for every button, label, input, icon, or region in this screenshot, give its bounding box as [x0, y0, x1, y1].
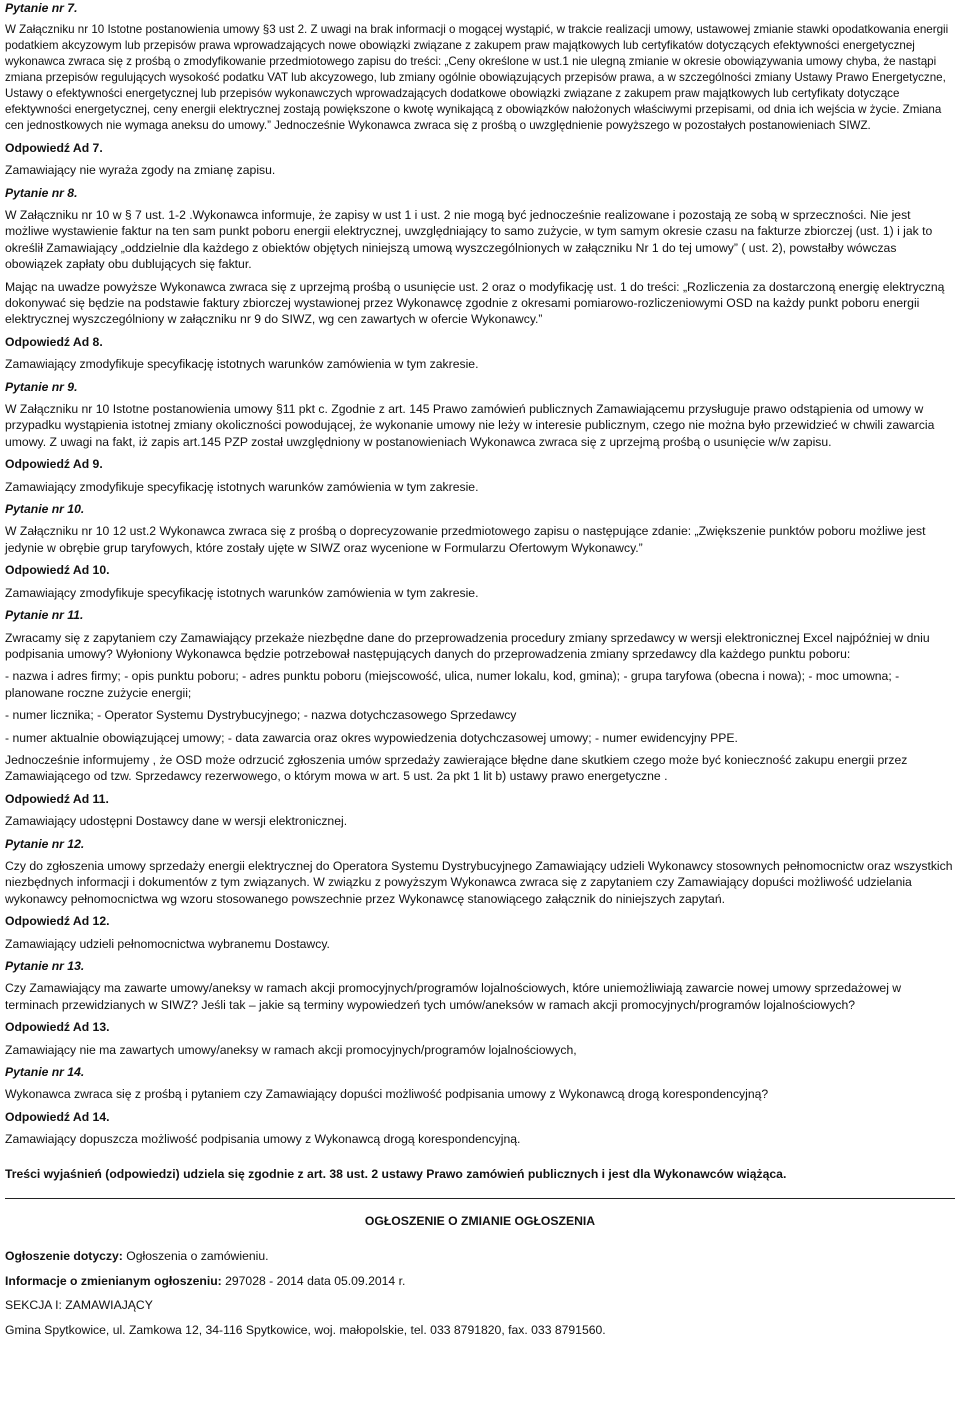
answer-9-text: Zamawiający zmodyfikuje specyfikację istotnych warunków zamówienia w tym zakresie.	[5, 479, 479, 494]
question-7-heading: Pytanie nr 7.	[5, 1, 78, 15]
closing-statement: Treści wyjaśnień (odpowiedzi) udziela się zgodnie z art. 38 ust. 2 ustawy Prawo zamówień publicznych i jest dla Wykonawców wiążąca.	[5, 1166, 787, 1181]
answer-9-heading: Odpowiedź Ad 9.	[5, 457, 103, 472]
question-9-heading: Pytanie nr 9.	[5, 379, 78, 394]
question-14-heading: Pytanie nr 14.	[5, 1065, 85, 1080]
answer-7-heading: Odpowiedź Ad 7.	[5, 140, 103, 155]
answer-12-text: Zamawiający udzieli pełnomocnictwa wybranemu Dostawcy.	[5, 936, 330, 951]
question-10-text: W Załączniku nr 10 12 ust.2 Wykonawca zwraca się z prośbą o doprecyzowanie przedmiotowego zapisu o następujące zdanie: „Zwiększenie punktów poboru możliwe jest jedynie w obrębie grup taryfowych, które zostały ujęte w SIWZ oraz wycenione w Formularzu Ofertowym Wykonawcy.”	[5, 524, 926, 555]
question-11-text-1: Zwracamy się z zapytaniem czy Zamawiający przekaże niezbędne dane do przeprowadzenia procedury zmiany sprzedawcy w wersji elektronicznej Excel najpóźniej w dniu podpisania umowy? Wyłoniony Wykonawca będzie potrzebował następujących danych do przeprowadzenia zmiany sprzedawcy dla każdego punktu poboru:	[5, 630, 930, 661]
document-page	[5, 0, 955, 1338]
question-8-text-2: Mając na uwadze powyższe Wykonawca zwraca się z uprzejmą prośbą o usunięcie ust. 2 oraz o modyfikację ust. 1 do treści: „Rozliczenia za dostarczoną energię elektryczną dokonywać się będzie na podstawie faktury zbiorczej wystawionej przez Wykonawcę zgodnie z okresami pomiarowo-rozliczeniowymi OSD na każdy punkt poboru energii elektrycznej wyszczególniony w załączniku nr 9 do SIWZ, wg cen zawartych w ofercie Wykonawcy.”	[5, 279, 945, 327]
notice-info-label: Informacje o zmienianym ogłoszeniu:	[5, 1273, 222, 1288]
answer-13-text: Zamawiający nie ma zawartych umowy/aneksy w ramach akcji promocyjnych/programów lojalnościowych,	[5, 1042, 577, 1057]
answer-14-heading: Odpowiedź Ad 14.	[5, 1109, 110, 1124]
notice-info-value: 297028 - 2014 data 05.09.2014 r.	[221, 1273, 406, 1288]
notice-concerns-value: Ogłoszenia o zamówieniu.	[122, 1249, 269, 1264]
question-9-text: W Załączniku nr 10 Istotne postanowienia umowy §11 pkt c. Zgodnie z art. 145 Prawo zamówień publicznych Zamawiającemu przysługuje prawo odstąpienia od umowy w przypadku wystąpienia istotnej zmiany okoliczności powodującej, że wykonanie umowy nie leży w interesie publicznym, czego nie można było przewidzieć w chwili zawarcia umowy. Z uwagi na fakt, iż zapis art.145 PZP został uwzględniony w postanowieniach Wykonawca zwraca się z uprzejmą prośbą o usunięcie w/w zapisu.	[5, 402, 935, 449]
answer-10-text: Zamawiający zmodyfikuje specyfikację istotnych warunków zamówienia w tym zakresie.	[5, 585, 479, 600]
question-11-text-3: - numer licznika; - Operator Systemu Dystrybucyjnego; - nazwa dotychczasowego Sprzedawcy	[5, 708, 517, 723]
question-13-heading: Pytanie nr 13.	[5, 959, 85, 973]
question-11-text-5: Jednocześnie informujemy , że OSD może odrzucić zgłoszenia umów sprzedaży zawierające błędne dane skutkiem czego może być konieczność zakupu energii przez Zamawiającego od tzw. Sprzedawcy rezerwowego, o którym mowa w art. 5 ust. 2a pkt 1 lit b) ustawy prawo energetyczne .	[5, 752, 908, 784]
section-divider	[5, 1198, 955, 1199]
question-12-text: Czy do zgłoszenia umowy sprzedaży energii elektrycznej do Operatora Systemu Dystrybucyjnego Zamawiający udzieli Wykonawcy stosownych pełnomocnictw oraz wszystkich niezbędnych informacji i dokumentów z tym związanych. W związku z powyższym Wykonawca zwraca się z zapytaniem czy Zamawiający dopuści możliwość udzielania wykonawcy pełnomocnictwa wg wzoru stosowanego powszechnie przez Wykonawcę stanowiącego załącznik do niniejszych zapytań.	[5, 858, 953, 906]
notice-info	[5, 1273, 955, 1289]
notice-section-heading: SEKCJA I: ZAMAWIAJĄCY	[5, 1298, 153, 1313]
notice-title: OGŁOSZENIE O ZMIANIE OGŁOSZENIA	[364, 1214, 596, 1229]
question-12-heading: Pytanie nr 12.	[5, 836, 85, 851]
notice-address: Gmina Spytkowice, ul. Zamkowa 12, 34-116 Spytkowice, woj. małopolskie, tel. 033 8791820, fax. 033 8791560.	[5, 1322, 606, 1337]
question-10-heading: Pytanie nr 10.	[5, 502, 85, 517]
answer-11-heading: Odpowiedź Ad 11.	[5, 791, 109, 806]
question-13-text: Czy Zamawiający ma zawarte umowy/aneksy w ramach akcji promocyjnych/programów lojalnościowych, które uniemożliwiają zawarcie nowej umowy sprzedażowej w terminach przewidzianych w SIWZ? Jeśli tak – jakie są terminy wypowiedzeń tych umów/aneksów w ramach akcji promocyjnych/programów lojalnościowych?	[5, 981, 902, 1012]
question-8-text-1: W Załączniku nr 10 w § 7 ust. 1-2 .Wykonawca informuje, że zapisy w ust 1 i ust. 2 nie mogą być jednocześnie realizowane i pozostają ze sobą w sprzeczności. Nie jest możliwe wystawienie faktur na ten sam punkt poboru energii elektrycznej, uwzględniający to samo zużycie, w tym samym okresie czasu na fakturze zbiorczej (ust. 1) i jak to określił Zamawiający „oddzielnie dla każdego z obiektów objętych niniejszą umową wyszczególnionych w załączniku Nr 1 do tej umowy” ( ust. 2), powstałby wówczas obowiązek zapłaty obu dublujących się faktur.	[5, 207, 933, 272]
question-11-text-2: - nazwa i adres firmy; - opis punktu poboru; - adres punktu poboru (miejscowość, ulica, numer lokalu, kod, gmina); - grupa taryfowa (obecna i nowa); - moc umowna; - planowane roczne zużycie energii;	[5, 669, 900, 700]
answer-14-text: Zamawiający dopuszcza możliwość podpisania umowy z Wykonawcą drogą korespondencyjną.	[5, 1132, 521, 1147]
answer-10-heading: Odpowiedź Ad 10.	[5, 563, 110, 578]
answer-8-text: Zamawiający zmodyfikuje specyfikację istotnych warunków zamówienia w tym zakresie.	[5, 357, 479, 372]
question-8-heading: Pytanie nr 8.	[5, 185, 78, 200]
question-7-text: W Załączniku nr 10 Istotne postanowienia umowy §3 ust 2. Z uwagi na brak informacji o mogącej wystąpić, w trakcie realizacji umowy, ustawowej zmianie stawki opodatkowania energii podatkiem akcyzowym lub przepisów prawa wprowadzających nowe obowiązki związane z zakupem praw majątkowych lub certyfikatów dotyczących efektywności energetycznej wykonawca zwraca się z prośbą o zmodyfikowanie przedmiotowego zapisu do treści: „Ceny określone w ust.1 nie ulegną zmianie w okresie obowiązywania umowy chyba, że nastąpi zmiana przepisów regulujących wysokość podatku VAT lub akcyzowego, lub zmiany ogólnie obowiązujących przepisów prawa, a w szczególności zmiany Ustawy Prawo Energetyczne, Ustawy o efektywności energetycznej lub przepisów wykonawczych wprowadzających dodatkowe obowiązki związane z zakupem praw majątkowych lub certyfikaty dotyczące efektywności energetycznej, ceny energii elektrycznej zostają powiększone o kwotę wynikającą z obowiązków nałożonych właściwymi przepisami, od dnia ich wejścia w życie. Zmiana cen jednostkowych nie wymaga aneksu do umowy.” Jednocześnie Wykonawca zwraca się z prośbą o uwzględnienie powyższego w pozostałych postanowieniach SIWZ.	[5, 23, 949, 132]
notice-concerns	[5, 1248, 955, 1264]
answer-8-heading: Odpowiedź Ad 8.	[5, 334, 103, 349]
answer-11-text: Zamawiający udostępni Dostawcy dane w wersji elektronicznej.	[5, 814, 348, 829]
question-11-heading: Pytanie nr 11.	[5, 608, 84, 623]
answer-7-text: Zamawiający nie wyraża zgody na zmianę zapisu.	[5, 163, 276, 178]
answer-13-heading: Odpowiedź Ad 13.	[5, 1020, 110, 1035]
question-11-text-4: - numer aktualnie obowiązującej umowy; - data zawarcia oraz okres wypowiedzenia dotychczasowej umowy; - numer ewidencyjny PPE.	[5, 730, 738, 745]
question-14-text: Wykonawca zwraca się z prośbą i pytaniem czy Zamawiający dopuści możliwość podpisania umowy z Wykonawcą drogą korespondencyjną?	[5, 1087, 769, 1102]
notice-concerns-label: Ogłoszenie dotyczy:	[5, 1249, 123, 1264]
answer-12-heading: Odpowiedź Ad 12.	[5, 914, 110, 929]
